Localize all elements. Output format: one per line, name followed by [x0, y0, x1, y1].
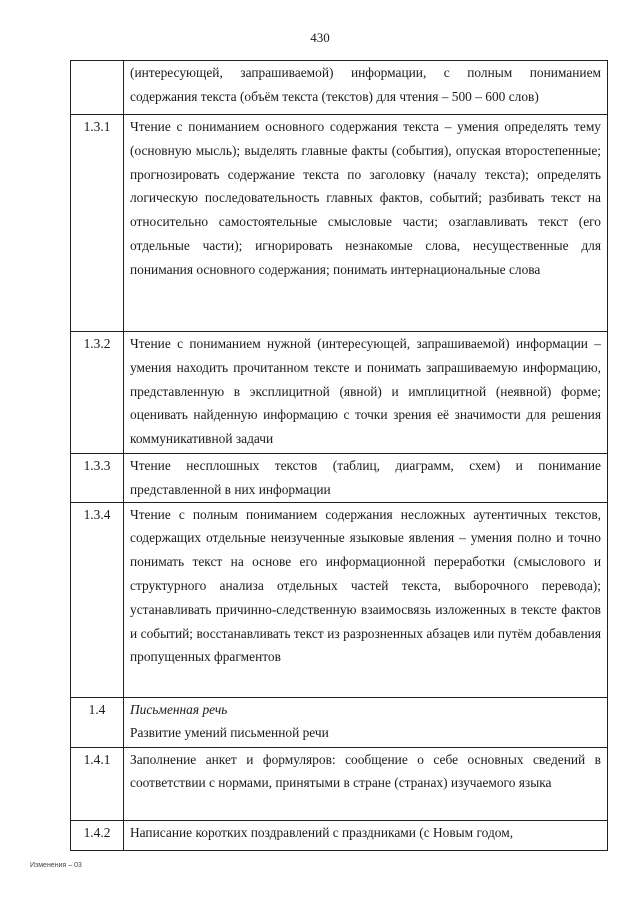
row-text: Чтение с пониманием основного содержания текста – умения определять тему (основную мысль); выделять главные факты (события), опуская второстепенные; прогнозировать содержание текста по заголовку (началу текста); определять логическую последовательность главных фактов, событий; разбивать текст на относительно самостоятельные смысловые части; озаглавливать текст (его отдельные части); игнорировать незнакомые слова, несущественные для понимания основного содержания; понимать интернациональные слова	[124, 115, 608, 332]
table-row	[71, 697, 608, 747]
page-number: 430	[310, 30, 330, 45]
row-text-section	[124, 697, 608, 747]
row-text: Написание коротких поздравлений с праздниками (с Новым годом,	[124, 820, 608, 850]
table-row	[71, 61, 608, 115]
row-number: 1.4	[71, 697, 124, 747]
table-row	[71, 820, 608, 850]
content-table	[70, 60, 608, 851]
row-number: 1.4.1	[71, 747, 124, 820]
row-text: Заполнение анкет и формуляров: сообщение о себе основных сведений в соответствии с нормами, принятыми в стране (странах) изучаемого языка	[124, 747, 608, 820]
footer-revision: Изменения – 03	[30, 862, 82, 869]
table-row	[71, 747, 608, 820]
row-number: 1.3.3	[71, 454, 124, 503]
row-number: 1.3.1	[71, 115, 124, 332]
table-row	[71, 454, 608, 503]
section-heading: Письменная речь	[130, 701, 228, 717]
row-number: 1.3.2	[71, 332, 124, 454]
row-number: 1.4.2	[71, 820, 124, 850]
row-text: (интересующей, запрашиваемой) информации, с полным пониманием содержания текста (объём текста (текстов) для чтения – 500 – 600 слов)	[124, 61, 608, 115]
section-subheading: Развитие умений письменной речи	[130, 725, 329, 741]
row-number: 1.3.4	[71, 502, 124, 697]
row-number	[71, 61, 124, 115]
row-text: Чтение несплошных текстов (таблиц, диаграмм, схем) и понимание представленной в них информации	[124, 454, 608, 503]
table-row	[71, 332, 608, 454]
table-row	[71, 115, 608, 332]
row-text: Чтение с пониманием нужной (интересующей, запрашиваемой) информации – умения находить прочитанном тексте и понимать запрашиваемую информацию, представленную в эксплицитной (явной) и имплицитной (неявной) форме; оценивать найденную информацию с точки зрения её значимости для решения коммуникативной задачи	[124, 332, 608, 454]
table-row	[71, 502, 608, 697]
row-text: Чтение с полным пониманием содержания несложных аутентичных текстов, содержащих отдельные неизученные языковые явления – умения полно и точно понимать текст на основе его информационной переработки (смыслового и структурного анализа отдельных частей текста, выборочного перевода); устанавливать причинно-следственную взаимосвязь изложенных в тексте фактов и событий; восстанавливать текст из разрозненных абзацев или путём добавления пропущенных фрагментов	[124, 502, 608, 697]
